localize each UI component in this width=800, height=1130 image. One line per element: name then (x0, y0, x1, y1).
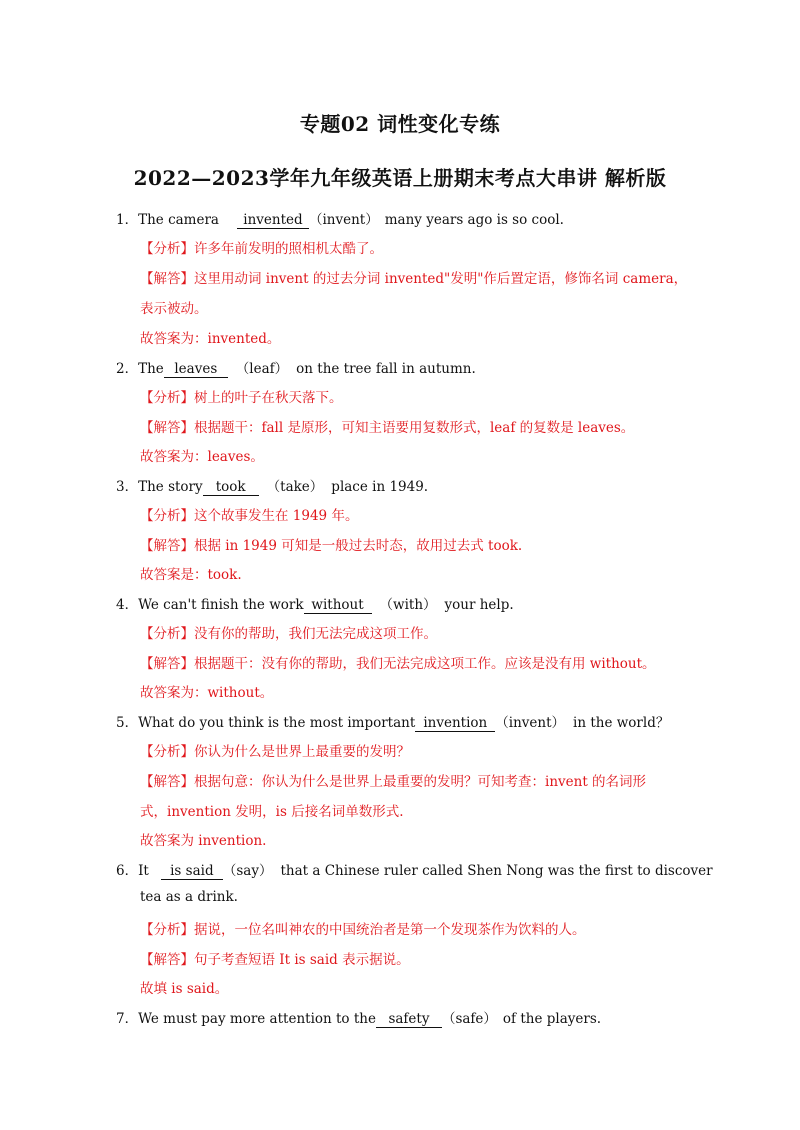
explanation-cont: 式，invention 发明，is 后接名词单数形式. (140, 804, 404, 820)
answer-blank: took (203, 479, 259, 496)
hint: （invent） (308, 212, 379, 228)
question-text: The (138, 361, 164, 377)
question-2 (116, 357, 476, 378)
explanation-cont: 表示被动。 (140, 301, 208, 317)
question-3 (116, 475, 428, 496)
question-number: 3． (116, 479, 139, 495)
final-answer: 故答案为：invented。 (140, 331, 281, 347)
final-answer: 故答案为：leaves。 (140, 449, 264, 465)
question-number: 5． (116, 715, 139, 731)
question-text: The story (138, 479, 203, 495)
question-text: of the players. (502, 1011, 602, 1027)
answer-blank: invented (237, 212, 309, 229)
question-text: It (138, 863, 149, 879)
question-6 (116, 859, 713, 880)
question-6-cont: tea as a drink. (140, 889, 238, 905)
question-text: in the world？ (573, 715, 670, 731)
hint: （leaf） (235, 361, 289, 377)
final-answer: 故答案为：without。 (140, 685, 274, 701)
question-number: 1． (116, 212, 139, 228)
question-text: place in 1949. (331, 479, 429, 495)
final-answer: 故答案为 invention. (140, 833, 267, 849)
question-text: The camera (138, 212, 219, 228)
question-text: on the tree fall in autumn. (296, 361, 476, 377)
answer-blank: invention (415, 715, 495, 732)
answer-blank: is said (161, 863, 223, 880)
explanation: 【解答】根据句意：你认为什么是世界上最重要的发明？可知考查：invent 的名词形 (140, 774, 647, 790)
analysis: 【分析】这个故事发生在 1949 年。 (140, 508, 359, 524)
analysis: 【分析】树上的叶子在秋天落下。 (140, 390, 343, 406)
analysis: 【分析】据说，一位名叫神农的中国统治者是第一个发现茶作为饮料的人。 (140, 922, 586, 938)
explanation: 【解答】根据 in 1949 可知是一般过去时态，故用过去式 took. (140, 538, 523, 554)
analysis: 【分析】没有你的帮助，我们无法完成这项工作。 (140, 626, 437, 642)
question-text: We can't finish the work (138, 597, 304, 613)
question-text: that a Chinese ruler called Shen Nong was the first to discover (280, 863, 713, 879)
question-7 (116, 1007, 601, 1028)
question-text: We must pay more attention to the (138, 1011, 376, 1027)
question-number: 2． (116, 361, 139, 377)
question-text: What do you think is the most important (138, 715, 416, 731)
page-subtitle: 2022—2023学年九年级英语上册期末考点大串讲 解析版 (133, 166, 667, 190)
hint: （take） (266, 479, 324, 495)
explanation: 【解答】这里用动词 invent 的过去分词 invented"发明"作后置定语，修饰名词 camera， (140, 271, 688, 287)
question-number: 7． (116, 1011, 139, 1027)
final-answer: 故答案是：took. (140, 567, 242, 583)
answer-blank: without (304, 597, 372, 614)
question-number: 4． (116, 597, 139, 613)
page-title: 专题02 词性变化专练 (299, 112, 501, 136)
analysis: 【分析】你认为什么是世界上最重要的发明？ (140, 744, 410, 760)
explanation: 【解答】根据题干：fall 是原形，可知主语要用复数形式，leaf 的复数是 leaves。 (140, 420, 635, 436)
question-5 (116, 711, 669, 732)
question-text: your help. (444, 597, 514, 613)
explanation: 【解答】句子考查短语 It is said 表示据说。 (140, 952, 410, 968)
hint: （safe） (441, 1011, 497, 1027)
question-number: 6． (116, 863, 139, 879)
hint: （invent） (495, 715, 566, 731)
hint: （with） (379, 597, 437, 613)
answer-blank: safety (376, 1011, 442, 1028)
explanation: 【解答】根据题干：没有你的帮助，我们无法完成这项工作。应该是没有用 without。 (140, 656, 656, 672)
question-4 (116, 593, 514, 614)
final-answer: 故填 is said。 (140, 981, 229, 997)
question-1 (116, 208, 564, 229)
analysis: 【分析】许多年前发明的照相机太酷了。 (140, 241, 383, 257)
hint: （say） (222, 863, 273, 879)
question-text: many years ago is so cool. (384, 212, 564, 228)
answer-blank: leaves (164, 361, 228, 378)
